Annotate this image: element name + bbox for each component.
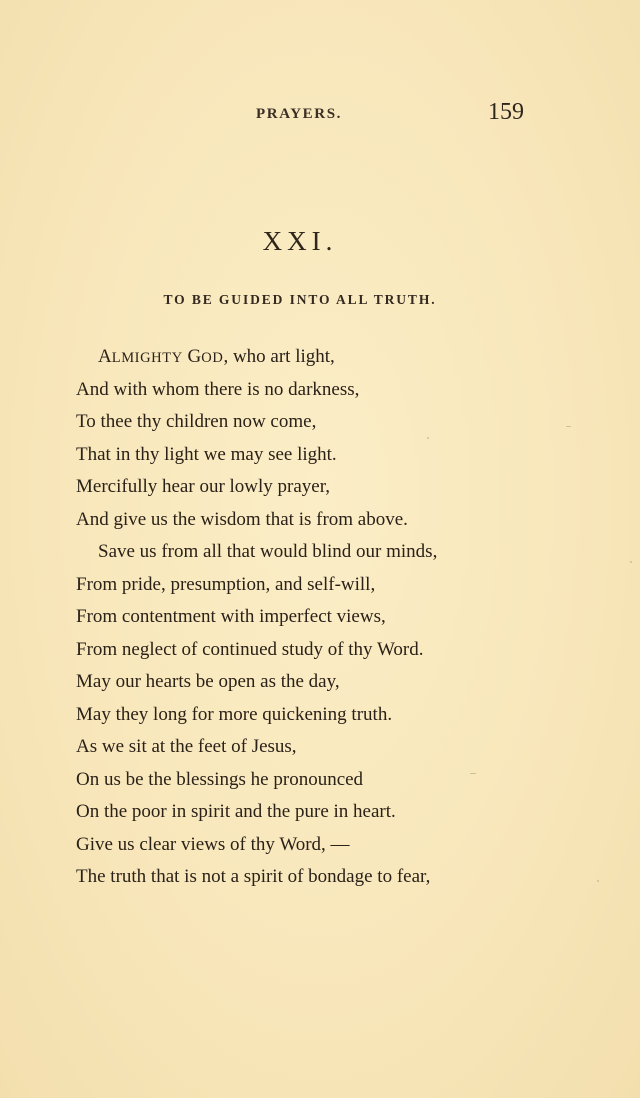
verse-line: On us be the blessings he pronounced bbox=[76, 768, 364, 790]
drop-initial: G bbox=[187, 346, 202, 367]
verse-line: From contentment with imperfect views, bbox=[76, 606, 386, 627]
verse-line: That in thy light we may see light. bbox=[76, 443, 337, 465]
paper-speck bbox=[470, 773, 476, 774]
page-number: 159 bbox=[488, 99, 524, 125]
verse-line: And with whom there is no darkness, bbox=[76, 378, 360, 400]
verse-line-rest: , who art light, bbox=[223, 346, 335, 367]
verse-line: Save us from all that would blind our minds, bbox=[98, 541, 438, 562]
verse-line: As we sit at the feet of Jesus, bbox=[76, 736, 297, 757]
verse-line: From pride, presumption, and self-will, bbox=[76, 573, 376, 595]
paper-speck bbox=[427, 437, 429, 439]
verse-line: Mercifully hear our lowly prayer, bbox=[76, 476, 331, 497]
section-numeral: XXI. bbox=[262, 226, 338, 256]
verse-line: From neglect of continued study of thy Word. bbox=[76, 638, 424, 660]
prayer-title: TO BE GUIDED INTO ALL TRUTH. bbox=[163, 292, 437, 307]
verse-line bbox=[98, 345, 335, 370]
verse-line: And give us the wisdom that is from above. bbox=[76, 508, 408, 530]
verse-line: May they long for more quickening truth. bbox=[76, 703, 393, 725]
verse-line: Give us clear views of thy Word, — bbox=[76, 833, 350, 855]
verse-line: To thee thy children now come, bbox=[76, 411, 317, 432]
paper-speck bbox=[566, 426, 571, 427]
small-caps-word: OD bbox=[201, 350, 224, 366]
verse-line: May our hearts be open as the day, bbox=[76, 671, 340, 692]
drop-initial: A bbox=[98, 346, 112, 367]
small-caps-word: LMIGHTY bbox=[111, 350, 183, 366]
verse-line: On the poor in spirit and the pure in heart. bbox=[76, 801, 396, 822]
paper-speck bbox=[597, 880, 599, 882]
verse-line: The truth that is not a spirit of bondage to fear, bbox=[76, 866, 431, 887]
paper-speck bbox=[630, 561, 632, 563]
running-head: PRAYERS. bbox=[256, 106, 343, 122]
